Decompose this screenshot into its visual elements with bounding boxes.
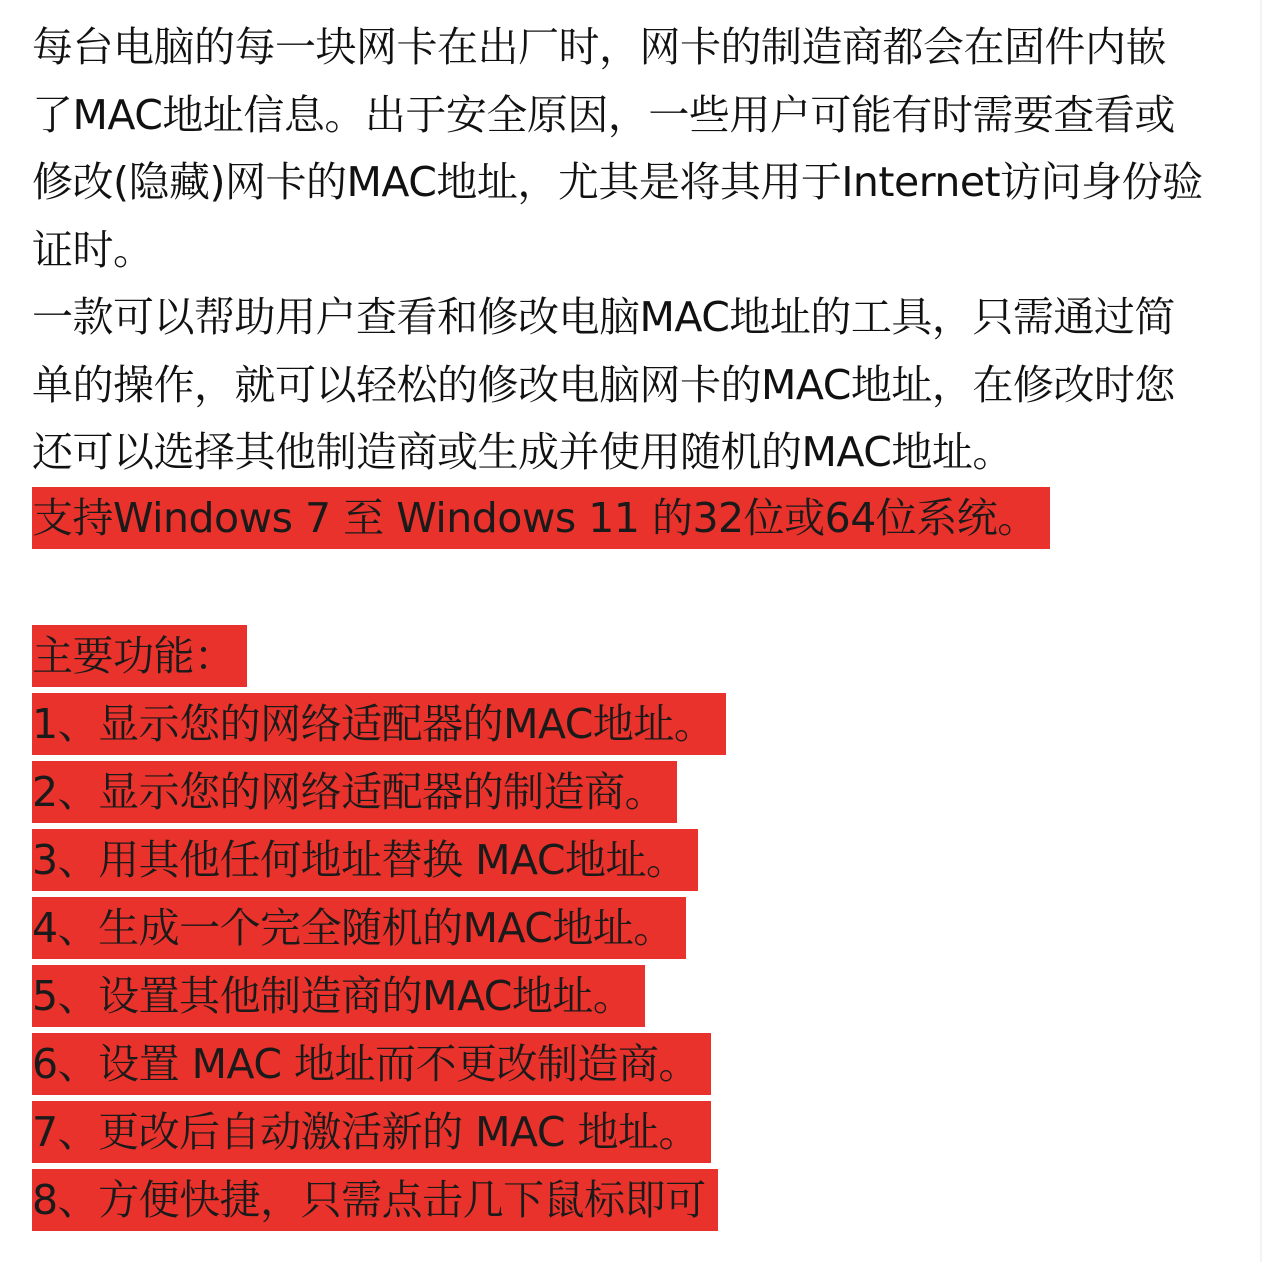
feature-item [32, 1033, 1247, 1095]
feature-text: 1、显示您的网络适配器的MAC地址。 [32, 693, 726, 755]
blank-line [32, 555, 1247, 625]
feature-item [32, 897, 1247, 959]
feature-item [32, 965, 1247, 1027]
feature-item [32, 761, 1247, 823]
support-line [32, 487, 1247, 549]
feature-item [32, 1101, 1247, 1163]
feature-text: 6、设置 MAC 地址而不更改制造商。 [32, 1033, 711, 1095]
feature-text: 3、用其他任何地址替换 MAC地址。 [32, 829, 698, 891]
feature-text: 5、设置其他制造商的MAC地址。 [32, 965, 645, 1027]
intro-line-7: 还可以选择其他制造商或生成并使用随机的MAC地址。 [32, 428, 1013, 476]
intro-line-6: 单的操作，就可以轻松的修改电脑网卡的MAC地址，在修改时您 [32, 360, 1175, 409]
intro-line-3: 修改(隐藏)网卡的MAC地址，尤其是将其用于Internet访问身份验 [32, 158, 1203, 206]
feature-text: 7、更改后自动激活新的 MAC 地址。 [32, 1101, 711, 1163]
feature-text: 2、显示您的网络适配器的制造商。 [32, 761, 677, 823]
feature-item [32, 829, 1247, 891]
intro-line-2: 了MAC地址信息。出于安全原因，一些用户可能有时需要查看或 [32, 90, 1175, 139]
intro-line-5: 一款可以帮助用户查看和修改电脑MAC地址的工具，只需通过简 [32, 293, 1175, 341]
feature-item [32, 1169, 1247, 1231]
feature-text: 8、方便快捷，只需点击几下鼠标即可 [32, 1169, 718, 1231]
intro-line-1: 每台电脑的每一块网卡在出厂时，网卡的制造商都会在固件内嵌 [32, 23, 1166, 71]
features-title-line [32, 625, 1247, 687]
support-text: 支持Windows 7 至 Windows 11 的32位或64位系统。 [32, 487, 1050, 549]
intro-line-4: 证时。 [32, 225, 154, 274]
article-body [32, 14, 1247, 1237]
feature-text: 4、生成一个完全随机的MAC地址。 [32, 897, 686, 959]
feature-item [32, 693, 1247, 755]
features-title: 主要功能： [32, 625, 247, 687]
